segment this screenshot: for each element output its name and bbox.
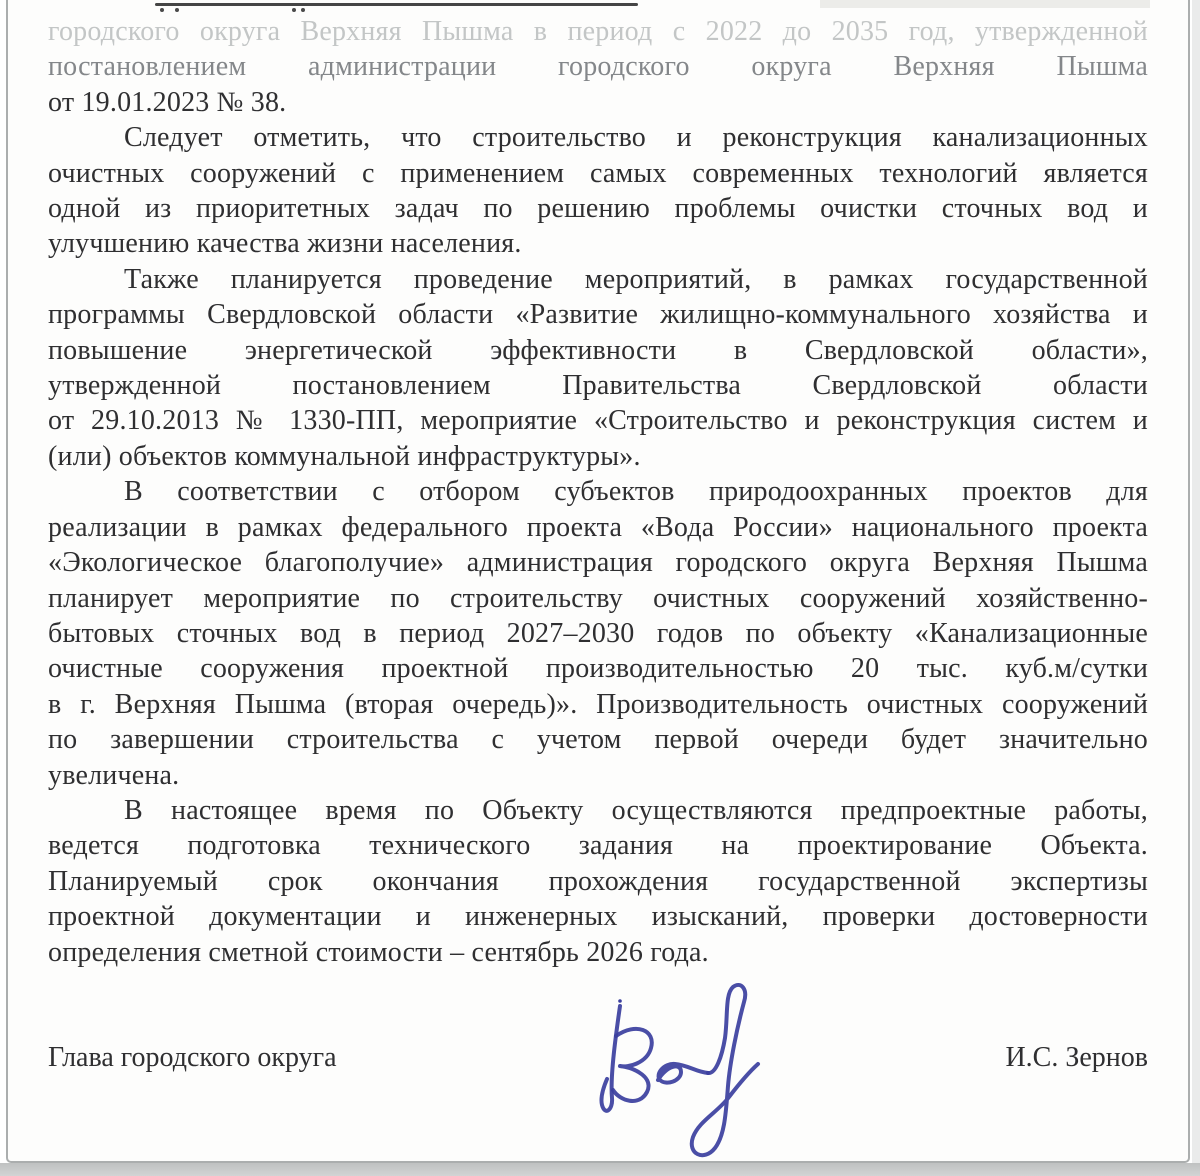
text-line: городского округа Верхняя Пышма в период с 2022 до 2035 год, утвержденной	[48, 16, 1148, 47]
text-line: постановлением администрации городского округа Верхняя Пышма	[48, 51, 1148, 83]
text-line: В соответствии с отбором субъектов природоохранных проектов для	[124, 476, 1148, 508]
text-line: (или) объектов коммунальной инфраструктуры».	[48, 440, 641, 472]
handwritten-signature-icon	[578, 980, 800, 1176]
text-line: планирует мероприятие по строительству очистных сооружений хозяйственно-	[48, 582, 1148, 614]
scan-artifact-line	[155, 3, 638, 6]
scan-artifact-dot	[175, 8, 179, 12]
signature-name-label: И.С. Зернов	[1005, 1042, 1148, 1073]
text-line: очистные сооружения проектной производительностью 20 тыс. куб.м/сутки	[48, 653, 1148, 685]
scan-artifact-dot	[301, 8, 305, 12]
text-line: от 19.01.2023 № 38.	[48, 86, 287, 118]
text-line: В настоящее время по Объекту осуществляются предпроектные работы,	[124, 794, 1148, 826]
text-line: Следует отметить, что строительство и реконструкция канализационных	[124, 122, 1148, 154]
text-line: ведется подготовка технического задания на проектирование Объекта.	[48, 830, 1148, 862]
text-line: программы Свердловской области «Развитие жилищно-коммунального хозяйства и	[48, 299, 1148, 331]
text-line: очистных сооружений с применением самых современных технологий является	[48, 157, 1148, 189]
text-line: «Экологическое благополучие» администрация городского округа Верхняя Пышма	[48, 547, 1148, 579]
text-line: бытовых сточных вод в период 2027–2030 годов по объекту «Канализационные	[48, 617, 1148, 649]
text-line: проектной документации и инженерных изысканий, проверки достоверности	[48, 901, 1148, 933]
text-line: одной из приоритетных задач по решению проблемы очистки сточных вод и	[48, 193, 1148, 225]
text-line: улучшению качества жизни населения.	[48, 228, 522, 260]
document-lines	[48, 14, 1148, 970]
scan-smudge	[820, 0, 1150, 8]
scan-artifact-dot	[160, 8, 164, 12]
page-right-edge	[1192, 0, 1200, 1163]
text-line: по завершении строительства с учетом первой очереди будет значительно	[48, 724, 1148, 756]
text-line: от 29.10.2013 № 1330-ПП, мероприятие «Строительство и реконструкция систем и	[48, 405, 1148, 437]
text-line: увеличена.	[48, 759, 180, 791]
text-line: Также планируется проведение мероприятий, в рамках государственной	[124, 263, 1148, 295]
text-line: Планируемый срок окончания прохождения государственной экспертизы	[48, 865, 1148, 897]
text-line: реализации в рамках федерального проекта «Вода России» национального проекта	[48, 511, 1148, 543]
text-line: в г. Верхняя Пышма (вторая очередь)». Производительность очистных сооружений	[48, 688, 1148, 720]
signature-role-label: Глава городского округа	[48, 1042, 337, 1073]
scan-artifact-dot	[292, 8, 296, 12]
text-line: определения сметной стоимости – сентябрь 2026 года.	[48, 936, 709, 968]
text-line: утвержденной постановлением Правительства Свердловской области	[48, 370, 1148, 402]
text-line: повышение энергетической эффективности в Свердловской области»,	[48, 334, 1148, 366]
